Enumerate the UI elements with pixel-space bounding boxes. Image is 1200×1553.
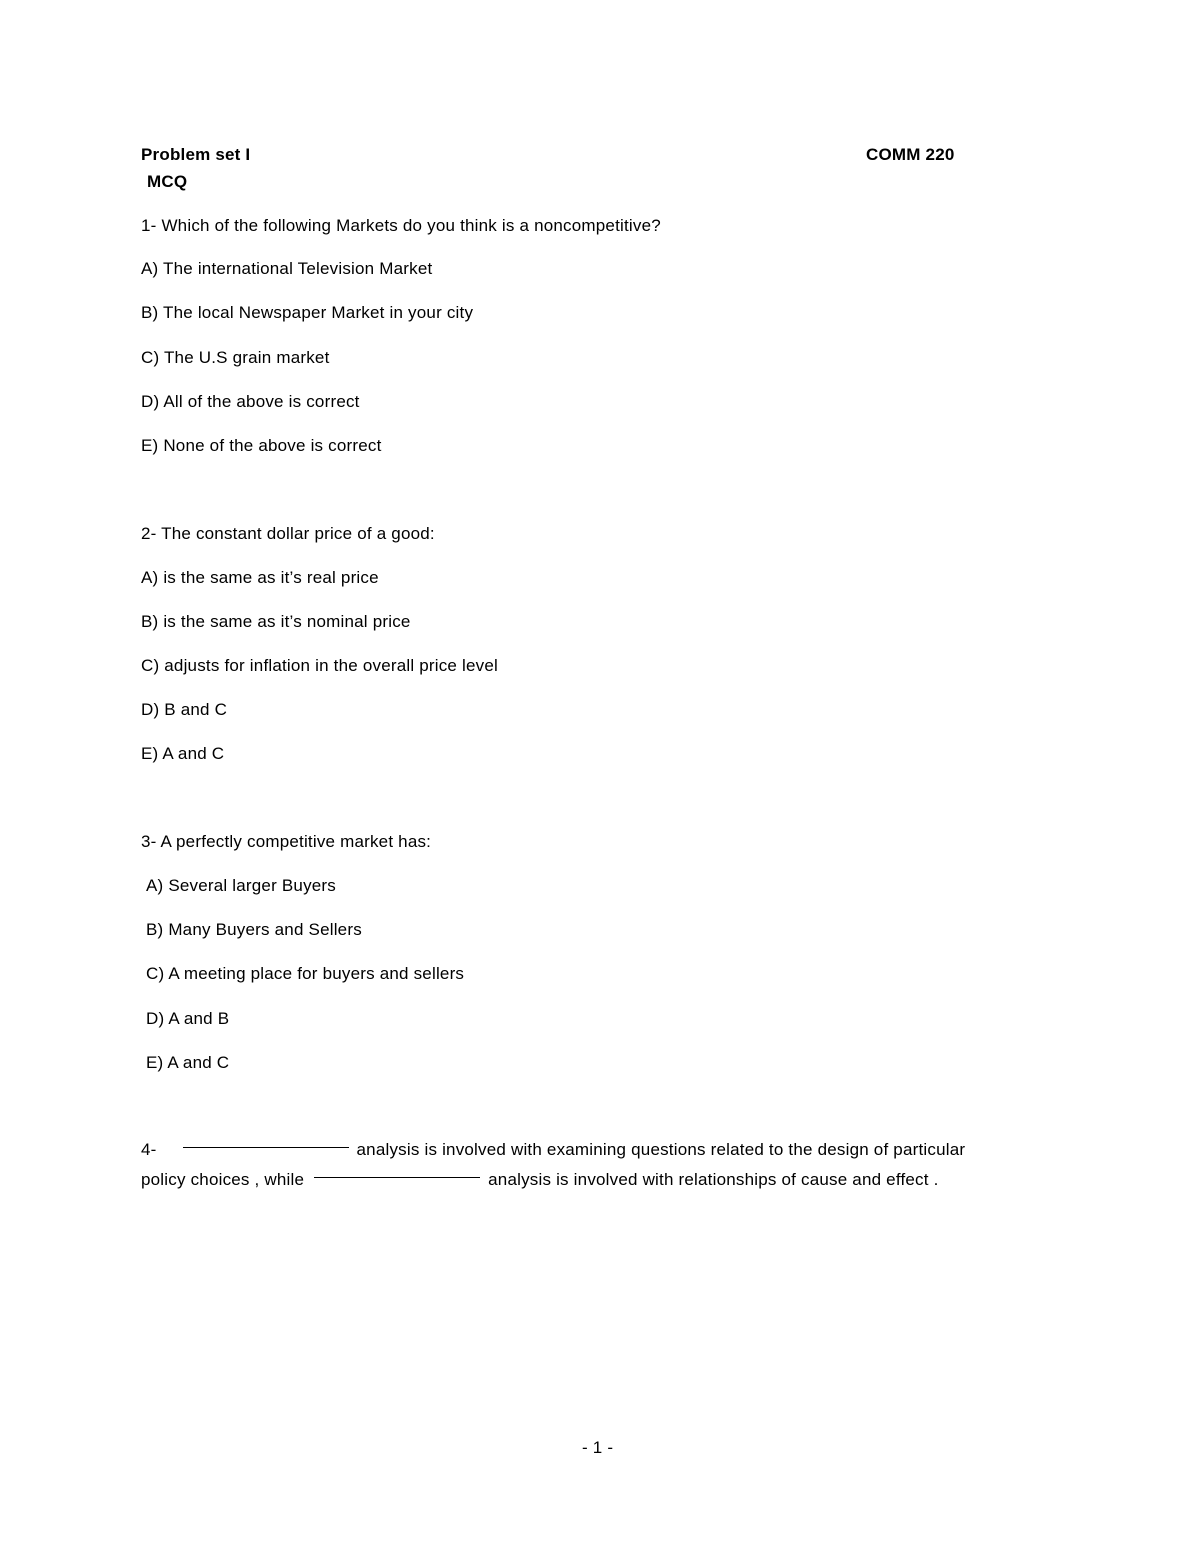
question-1-option-e: E) None of the above is correct <box>141 436 382 455</box>
question-3-option-b: B) Many Buyers and Sellers <box>146 920 362 939</box>
question-1-option-b: B) The local Newspaper Market in your city <box>141 303 474 322</box>
question-2-option-a: A) is the same as it’s real price <box>141 568 379 587</box>
question-2-stem: 2- The constant dollar price of a good: <box>141 524 435 543</box>
question-2-option-d: D) B and C <box>141 700 228 719</box>
question-3-option-c: C) A meeting place for buyers and sellers <box>146 964 465 983</box>
question-2-option-c: C) adjusts for inflation in the overall price level <box>141 656 498 675</box>
question-1-option-a: A) The international Television Market <box>141 259 433 278</box>
question-4-line-1 <box>141 1140 965 1160</box>
question-1-stem: 1- Which of the following Markets do you think is a noncompetitive? <box>141 216 661 235</box>
course-code: COMM 220 <box>866 145 955 164</box>
question-2-option-e: E) A and C <box>141 744 225 763</box>
question-1-option-d: D) All of the above is correct <box>141 392 360 411</box>
question-4-text-1: analysis is involved with examining questions related to the design of particular <box>356 1140 966 1159</box>
document-title: Problem set I <box>141 145 251 164</box>
question-3-option-a: A) Several larger Buyers <box>146 876 336 895</box>
question-4-blank-1 <box>183 1147 349 1148</box>
question-3-option-e: E) A and C <box>146 1053 230 1072</box>
question-3-stem: 3- A perfectly competitive market has: <box>141 832 432 851</box>
question-4-text-3: analysis is involved with relationships of cause and effect . <box>488 1170 939 1189</box>
question-4-number: 4- <box>141 1140 157 1159</box>
question-4-text-2: policy choices , while <box>141 1170 305 1189</box>
question-4-blank-2 <box>314 1177 480 1178</box>
question-3-option-d: D) A and B <box>146 1009 230 1028</box>
question-1-option-c: C) The U.S grain market <box>141 348 330 367</box>
page-number: - 1 - <box>582 1438 614 1457</box>
question-4-line-2 <box>141 1170 939 1190</box>
section-label: MCQ <box>147 172 188 191</box>
question-2-option-b: B) is the same as it’s nominal price <box>141 612 411 631</box>
